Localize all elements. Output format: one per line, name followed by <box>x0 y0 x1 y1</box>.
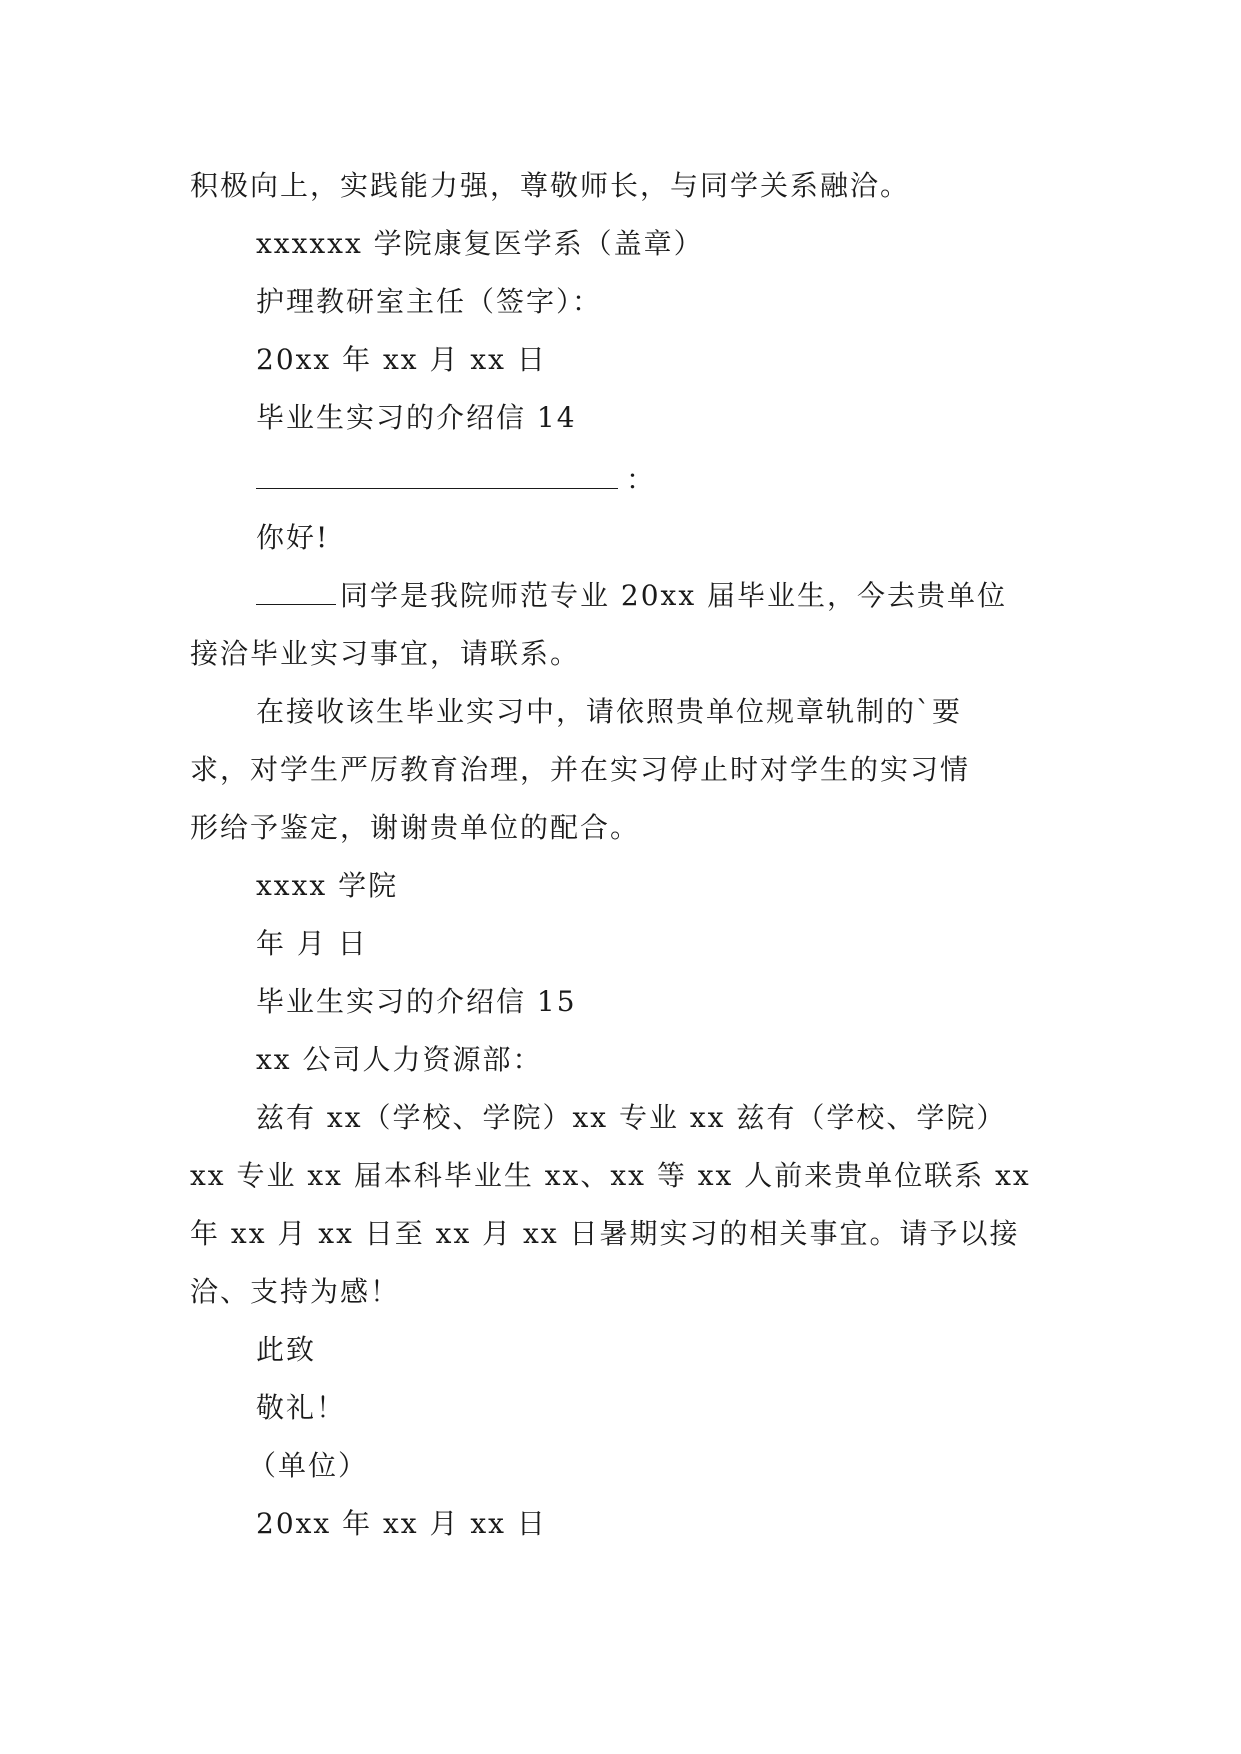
letter-heading-15: 毕业生实习的介绍信 15 <box>256 985 577 1018</box>
body-line: xx 专业 xx 届本科毕业生 xx、xx 等 xx 人前来贵单位联系 xx <box>190 1159 1031 1192</box>
paragraph-line: 积极向上，实践能力强，尊敬师长，与同学关系融洽。 <box>190 169 911 202</box>
recipient-colon: ： <box>626 463 657 496</box>
body-line: 接洽毕业实习事宜，请联系。 <box>190 637 581 670</box>
sender-line: xxxx 学院 <box>256 869 399 902</box>
closing-line: 此致 <box>256 1333 317 1366</box>
body-line: 年 xx 月 xx 日至 xx 月 xx 日暑期实习的相关事宜。请予以接 <box>190 1217 1020 1250</box>
greeting-line: 你好! <box>256 521 330 554</box>
date-line: 20xx 年 xx 月 xx 日 <box>256 343 547 376</box>
date-line: 年 月 日 <box>256 927 368 960</box>
body-line <box>256 576 1007 616</box>
body-line: 洽、支持为感！ <box>190 1275 401 1308</box>
body-line: 形给予鉴定，谢谢贵单位的配合。 <box>190 811 641 844</box>
recipient-line <box>256 460 656 500</box>
signature-line: 护理教研室主任（签字）： <box>256 285 603 318</box>
seal-line: xxxxxx 学院康复医学系（盖章） <box>256 227 704 260</box>
recipient-line: xx 公司人力资源部： <box>256 1043 543 1076</box>
body-line: 在接收该生毕业实习中，请依照贵单位规章轨制的`要 <box>256 695 963 728</box>
salutation-line: 敬礼！ <box>256 1391 347 1424</box>
letter-heading-14: 毕业生实习的介绍信 14 <box>256 401 577 434</box>
body-line: 兹有 xx（学校、学院）xx 专业 xx 兹有（学校、学院） <box>256 1101 1007 1134</box>
sender-unit-line: （单位） <box>248 1449 369 1482</box>
body-text: 同学是我院师范专业 20xx 届毕业生，今去贵单位 <box>340 579 1008 612</box>
body-line: 求，对学生严厉教育治理，并在实习停止时对学生的实习情 <box>190 753 971 786</box>
recipient-blank <box>256 462 618 489</box>
date-line: 20xx 年 xx 月 xx 日 <box>256 1507 547 1540</box>
student-name-blank <box>256 578 336 605</box>
